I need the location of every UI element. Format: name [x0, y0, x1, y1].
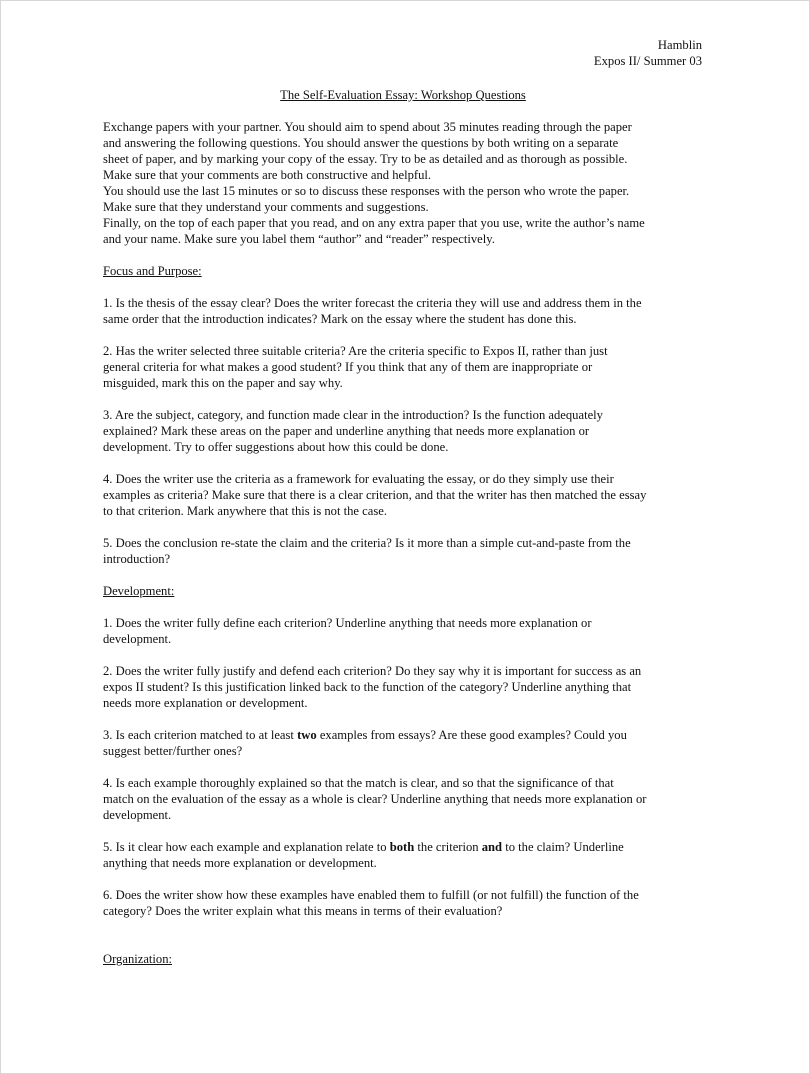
development-question-2 [103, 663, 705, 711]
text-line: development. Try to offer suggestions about how this could be done. [103, 440, 449, 454]
emphasis-text: both [389, 840, 415, 854]
text-run: to the claim? Underline [502, 840, 624, 854]
text-line: 4. Is each example thoroughly explained so that the match is clear, and so that the significance of that [103, 776, 614, 790]
text-line: 6. Does the writer show how these examples have enabled them to fulfill (or not fulfill) the function of the [103, 888, 639, 902]
text-line: same order that the introduction indicates? Mark on the essay where the student has done this. [103, 312, 577, 326]
text-line: suggest better/further ones? [103, 744, 243, 758]
focus-question-4 [103, 471, 705, 519]
text-line: Exchange papers with your partner. You should aim to spend about 35 minutes reading through the paper [103, 120, 632, 134]
text-line: 2. Has the writer selected three suitable criteria? Are the criteria specific to Expos II, rather than just [103, 344, 608, 358]
text-line: development. [103, 808, 172, 822]
development-question-5 [103, 839, 705, 871]
text-line: introduction? [103, 552, 171, 566]
text-line: Finally, on the top of each paper that you read, and on any extra paper that you use, write the author’s name [103, 216, 645, 230]
text-line: anything that needs more explanation or development. [103, 856, 377, 870]
development-question-1 [103, 615, 705, 647]
text-run: 5. Is it clear how each example and explanation relate to [103, 840, 390, 854]
emphasis-text: two [297, 728, 317, 742]
text-line: 1. Does the writer fully define each criterion? Underline anything that needs more explanation or [103, 616, 592, 630]
text-line: category? Does the writer explain what this means in terms of their evaluation? [103, 904, 503, 918]
development-question-3 [103, 727, 705, 759]
text-line: and your name. Make sure you label them “author” and “reader” respectively. [103, 232, 495, 246]
text-line: sheet of paper, and by marking your copy of the essay. Try to be as detailed and as thorough as possible. [103, 152, 628, 166]
section-heading-organization: Organization: [103, 952, 173, 966]
text-line [103, 727, 705, 743]
intro-paragraph [103, 119, 705, 247]
text-line: development. [103, 632, 172, 646]
section-heading-development: Development: [103, 584, 175, 598]
text-line [103, 839, 705, 855]
text-line: 5. Does the conclusion re-state the claim and the criteria? Is it more than a simple cut-and-paste from the [103, 536, 631, 550]
text-line: 2. Does the writer fully justify and defend each criterion? Do they say why it is important for success as an [103, 664, 642, 678]
focus-question-3 [103, 407, 705, 455]
focus-question-1 [103, 295, 705, 327]
text-line: You should use the last 15 minutes or so to discuss these responses with the person who wrote the paper. [103, 184, 630, 198]
header-author: Hamblin [657, 38, 702, 52]
text-run: examples from essays? Are these good examples? Could you [316, 728, 627, 742]
focus-question-5 [103, 535, 705, 567]
focus-question-2 [103, 343, 705, 391]
text-line: needs more explanation or development. [103, 696, 308, 710]
text-line: explained? Mark these areas on the paper and underline anything that needs more explanation or [103, 424, 590, 438]
development-question-6 [103, 887, 705, 919]
page-title: The Self-Evaluation Essay: Workshop Questions [280, 88, 526, 102]
text-line: and answering the following questions. You should answer the questions by both writing on a separate [103, 136, 619, 150]
development-question-4 [103, 775, 705, 823]
text-line: Make sure that your comments are both constructive and helpful. [103, 168, 432, 182]
header-block [594, 37, 702, 69]
text-line: to that criterion. Mark anywhere that this is not the case. [103, 504, 387, 518]
text-line: general criteria for what makes a good student? If you think that any of them are inappropriate or [103, 360, 593, 374]
text-line: 3. Are the subject, category, and function made clear in the introduction? Is the function adequately [103, 408, 603, 422]
text-line: match on the evaluation of the essay as a whole is clear? Underline anything that needs more explanation or [103, 792, 647, 806]
document-body [103, 119, 705, 967]
text-line: expos II student? Is this justification linked back to the function of the category? Underline anything that [103, 680, 632, 694]
text-line: 4. Does the writer use the criteria as a framework for evaluating the essay, or do they simply use their [103, 472, 614, 486]
text-line: misguided, mark this on the paper and say why. [103, 376, 343, 390]
emphasis-text: and [481, 840, 503, 854]
text-run: 3. Is each criterion matched to at least [103, 728, 298, 742]
header-course: Expos II/ Summer 03 [593, 54, 702, 68]
text-run: the criterion [414, 840, 482, 854]
text-line: 1. Is the thesis of the essay clear? Does the writer forecast the criteria they will use and address them in the [103, 296, 642, 310]
text-line: Make sure that they understand your comments and suggestions. [103, 200, 429, 214]
section-heading-focus: Focus and Purpose: [103, 264, 202, 278]
text-line: examples as criteria? Make sure that there is a clear criterion, and that the writer has then matched the essay [103, 488, 647, 502]
